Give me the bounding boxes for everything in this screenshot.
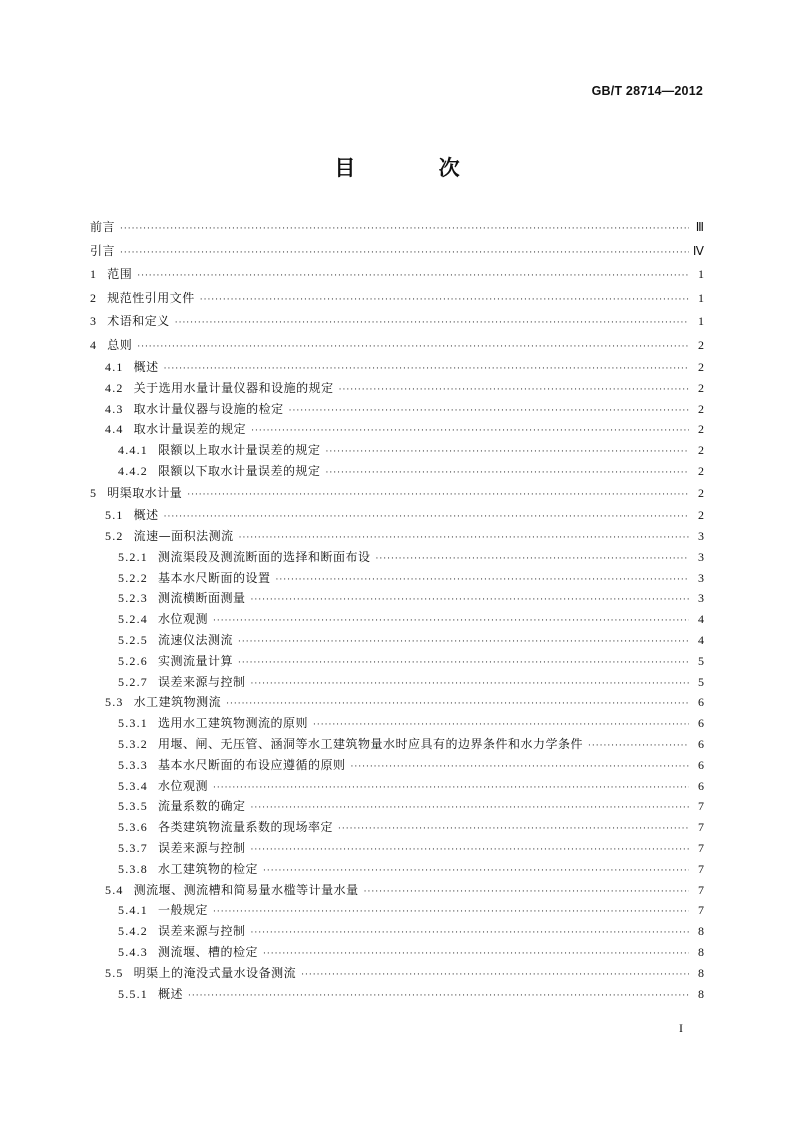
toc-entry-number: 5.4.2: [118, 924, 148, 939]
toc-entry-number: 4.3: [105, 401, 124, 416]
toc-entry[interactable]: [90, 399, 704, 420]
toc-leader-dots: [188, 986, 689, 1007]
toc-leader-dots: [164, 359, 689, 380]
toc-entry-page: 7: [698, 820, 704, 835]
toc-entry[interactable]: [90, 734, 704, 755]
toc-entry[interactable]: [90, 630, 704, 651]
toc-entry-number: 5.2.2: [118, 570, 148, 585]
toc-entry-title: 测流堰、槽的检定: [158, 945, 259, 960]
toc-entry-number: 5.3.3: [118, 757, 148, 772]
toc-entry-title: 概述: [158, 986, 184, 1001]
toc-entry-number: 2: [90, 290, 98, 305]
toc-entry[interactable]: [90, 692, 704, 713]
toc-entry-number: 5.3.4: [118, 778, 148, 793]
toc-entry-title: 取水计量误差的规定: [133, 422, 247, 437]
toc-entry-title: 测流堰、测流槽和简易量水槛等计量水量: [133, 882, 359, 897]
toc-entry-page: Ⅲ: [695, 220, 704, 234]
toc-entry-page: 6: [698, 778, 704, 793]
toc-leader-dots: [175, 312, 689, 336]
toc-leader-dots: [326, 442, 689, 463]
toc-leader-dots: [251, 798, 689, 819]
toc-entry-page: 6: [698, 757, 704, 772]
toc-entry-number: 4.1: [105, 360, 124, 374]
toc-entry-number: 5.2: [105, 529, 124, 544]
toc-entry-page: 8: [698, 945, 704, 960]
toc-leader-dots: [200, 289, 689, 313]
toc-entry-number: 5.4: [105, 882, 124, 897]
toc-entry-title: 限额以上取水计量误差的规定: [158, 443, 321, 458]
table-of-contents: [90, 216, 704, 1004]
toc-leader-dots: [238, 653, 689, 674]
toc-leader-dots: [164, 507, 689, 528]
toc-entry-page: 6: [698, 716, 704, 731]
toc-entry-page: 3: [698, 570, 704, 585]
toc-entry-title: 一般规定: [158, 903, 209, 918]
toc-entry[interactable]: [90, 900, 704, 921]
toc-entry-title: 各类建筑物流量系数的现场率定: [158, 820, 334, 835]
toc-entry-number: 5.4.3: [118, 945, 148, 960]
toc-entry-number: 3: [90, 314, 98, 328]
toc-entry[interactable]: [90, 651, 704, 672]
toc-entry-page: 5: [698, 674, 704, 689]
toc-entry-number: 5.3.2: [118, 737, 148, 752]
toc-entry[interactable]: [90, 482, 704, 506]
toc-leader-dots: [339, 380, 689, 401]
toc-entry-page: 7: [698, 861, 704, 876]
toc-leader-dots: [120, 218, 689, 242]
toc-leader-dots: [289, 401, 689, 422]
toc-entry-number: 5.3.5: [118, 799, 148, 814]
toc-leader-dots: [251, 421, 689, 442]
toc-leader-dots: [238, 632, 689, 653]
toc-entry-page: 2: [698, 485, 704, 500]
toc-entry[interactable]: [90, 984, 704, 1005]
toc-entry[interactable]: [90, 440, 704, 461]
toc-leader-dots: [120, 242, 689, 266]
toc-entry-number: 5.2.4: [118, 612, 148, 627]
toc-entry[interactable]: [90, 547, 704, 568]
toc-entry-title: 术语和定义: [107, 314, 170, 328]
toc-entry-title: 选用水工建筑物测流的原则: [158, 716, 309, 731]
toc-entry[interactable]: [90, 334, 704, 358]
toc-entry-number: 5.3.7: [118, 841, 148, 856]
toc-entry-page: 8: [698, 965, 704, 980]
toc-entry-number: 5.2.1: [118, 549, 148, 564]
toc-entry-page: 1: [698, 267, 704, 281]
toc-entry[interactable]: [90, 378, 704, 399]
toc-entry-number: 4: [90, 337, 98, 352]
toc-entry-title: 测流渠段及测流断面的选择和断面布设: [158, 549, 371, 564]
toc-entry-number: 4.4: [105, 422, 124, 437]
toc-entry[interactable]: [90, 963, 704, 984]
toc-entry-page: 3: [698, 591, 704, 606]
toc-entry-title: 误差来源与控制: [158, 841, 246, 856]
toc-entry-page: 2: [698, 508, 704, 523]
toc-leader-dots: [213, 902, 689, 923]
toc-entry-number: 5: [90, 485, 98, 500]
toc-entry-number: 5.3.8: [118, 861, 148, 876]
toc-entry-page: 5: [698, 653, 704, 668]
toc-leader-dots: [588, 736, 689, 757]
toc-entry-title: 水工建筑物的检定: [158, 861, 259, 876]
toc-entry-title: 引言: [90, 243, 116, 258]
toc-leader-dots: [239, 528, 689, 549]
toc-title: 目 次: [334, 156, 498, 180]
toc-leader-dots: [263, 944, 689, 965]
toc-leader-dots: [376, 549, 689, 570]
toc-entry-page: 7: [698, 882, 704, 897]
toc-entry-title: 流速—面积法测流: [133, 529, 234, 544]
toc-entry-number: 5.2.5: [118, 633, 148, 648]
toc-entry[interactable]: [90, 588, 704, 609]
toc-entry-number: 5.3: [105, 695, 124, 710]
toc-entry-page: 2: [698, 401, 704, 416]
toc-leader-dots: [251, 674, 689, 695]
toc-entry-title: 取水计量仪器与设施的检定: [133, 401, 284, 416]
toc-leader-dots: [213, 778, 689, 799]
toc-entry-title: 基本水尺断面的布设应遵循的原则: [158, 757, 346, 772]
toc-entry-title: 规范性引用文件: [107, 290, 195, 305]
toc-entry-number: 4.4.2: [118, 463, 148, 478]
toc-leader-dots: [251, 840, 689, 861]
toc-entry[interactable]: [90, 942, 704, 963]
toc-leader-dots: [351, 757, 689, 778]
toc-entry-title: 基本水尺断面的设置: [158, 570, 271, 585]
toc-leader-dots: [364, 882, 689, 903]
toc-entry[interactable]: [90, 817, 704, 838]
toc-entry[interactable]: [90, 419, 704, 440]
toc-entry-number: 5.2.6: [118, 653, 148, 668]
toc-entry-title: 水位观测: [158, 778, 209, 793]
toc-leader-dots: [263, 861, 689, 882]
toc-entry-title: 限额以下取水计量误差的规定: [158, 463, 321, 478]
toc-entry-page: 3: [698, 529, 704, 544]
toc-entry[interactable]: [90, 776, 704, 797]
toc-entry[interactable]: [90, 672, 704, 693]
toc-entry-page: Ⅳ: [692, 243, 704, 258]
toc-entry[interactable]: [90, 568, 704, 589]
toc-entry[interactable]: [90, 609, 704, 630]
toc-entry-title: 测流横断面测量: [158, 591, 246, 606]
toc-entry[interactable]: [90, 838, 704, 859]
toc-entry-page: 1: [698, 290, 704, 305]
toc-entry[interactable]: [90, 357, 704, 378]
toc-entry-page: 2: [698, 443, 704, 458]
toc-leader-dots: [326, 463, 689, 484]
toc-entry-page: 8: [698, 924, 704, 939]
toc-entry-page: 2: [698, 337, 704, 352]
toc-entry-number: 5.5: [105, 965, 124, 980]
toc-entry-title: 关于选用水量计量仪器和设施的规定: [133, 380, 334, 395]
toc-leader-dots: [338, 819, 689, 840]
toc-leader-dots: [301, 965, 689, 986]
toc-entry[interactable]: [90, 921, 704, 942]
toc-entry-page: 8: [698, 986, 704, 1001]
toc-entry-page: 7: [698, 799, 704, 814]
toc-entry[interactable]: [90, 713, 704, 734]
toc-entry-number: 4.4.1: [118, 443, 148, 458]
toc-entry-page: 2: [698, 380, 704, 395]
toc-entry[interactable]: [90, 310, 704, 334]
toc-entry-page: 1: [698, 314, 704, 328]
toc-entry[interactable]: [90, 526, 704, 547]
toc-leader-dots: [187, 484, 689, 508]
toc-leader-dots: [213, 611, 689, 632]
toc-entry[interactable]: [90, 461, 704, 482]
toc-entry-title: 总则: [107, 337, 133, 352]
toc-leader-dots: [251, 923, 689, 944]
toc-entry-number: 5.5.1: [118, 986, 148, 1001]
standard-code: GB/T 28714—2012: [591, 84, 703, 98]
toc-entry-number: 5.2.7: [118, 674, 148, 689]
toc-entry-page: 3: [698, 549, 704, 564]
toc-entry[interactable]: [90, 796, 704, 817]
toc-entry[interactable]: [90, 240, 704, 264]
toc-entry-number: 5.3.1: [118, 716, 148, 731]
toc-entry-page: 2: [698, 360, 704, 374]
toc-entry-title: 流量系数的确定: [158, 799, 246, 814]
toc-entry-page: 7: [698, 841, 704, 856]
toc-entry-number: 5.3.6: [118, 820, 148, 835]
toc-entry-page: 2: [698, 463, 704, 478]
toc-entry-number: 5.1: [105, 508, 124, 523]
toc-entry-title: 范围: [107, 267, 133, 281]
page-number: I: [679, 1021, 683, 1035]
toc-entry[interactable]: [90, 287, 704, 311]
toc-entry-number: 1: [90, 267, 98, 281]
toc-leader-dots: [137, 336, 689, 360]
toc-entry-number: 4.2: [105, 380, 124, 395]
toc-entry[interactable]: [90, 505, 704, 526]
toc-entry-page: 7: [698, 903, 704, 918]
toc-entry[interactable]: [90, 859, 704, 880]
toc-entry-title: 水工建筑物测流: [133, 695, 222, 710]
toc-entry[interactable]: [90, 755, 704, 776]
toc-leader-dots: [313, 715, 689, 736]
toc-entry[interactable]: [90, 216, 704, 240]
toc-entry-page: 4: [698, 633, 704, 648]
toc-entry-page: 6: [698, 695, 704, 710]
toc-entry-title: 误差来源与控制: [158, 924, 246, 939]
toc-entry-title: 概述: [133, 508, 159, 523]
toc-entry-title: 用堰、闸、无压管、涵洞等水工建筑物量水时应具有的边界条件和水力学条件: [158, 737, 584, 752]
toc-entry-number: 5.4.1: [118, 903, 148, 918]
toc-entry-title: 前言: [90, 220, 116, 234]
toc-entry-title: 实测流量计算: [158, 653, 234, 668]
toc-leader-dots: [276, 570, 689, 591]
toc-entry-title: 概述: [133, 360, 159, 374]
toc-entry-title: 水位观测: [158, 612, 209, 627]
toc-entry-page: 4: [698, 612, 704, 627]
toc-entry-number: 5.2.3: [118, 591, 148, 606]
toc-entry-title: 明渠上的淹没式量水设备测流: [133, 965, 297, 980]
toc-leader-dots: [226, 694, 689, 715]
toc-entry-title: 误差来源与控制: [158, 674, 246, 689]
toc-leader-dots: [251, 590, 689, 611]
toc-entry[interactable]: [90, 880, 704, 901]
toc-entry[interactable]: [90, 263, 704, 287]
toc-entry-title: 明渠取水计量: [107, 485, 183, 500]
toc-entry-page: 2: [698, 422, 704, 437]
toc-entry-title: 流速仪法测流: [158, 633, 234, 648]
toc-entry-page: 6: [698, 737, 704, 752]
toc-leader-dots: [137, 265, 689, 289]
